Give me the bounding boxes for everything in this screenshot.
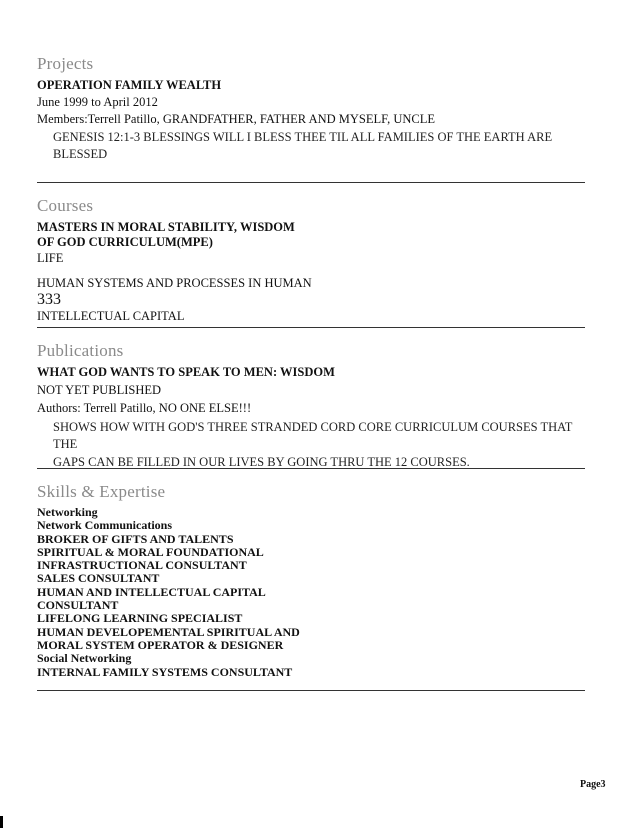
skills-list [37, 506, 585, 679]
project-description-line2: BLESSED [53, 147, 108, 161]
skill-item: INFRASTRUCTIONAL CONSULTANT [37, 558, 247, 573]
publications-heading: Publications [37, 341, 124, 360]
project-dates: June 1999 to April 2012 [37, 95, 158, 109]
projects-heading: Projects [37, 54, 94, 73]
publication-authors: Authors: Terrell Patillo, NO ONE ELSE!!! [37, 401, 252, 415]
skill-item: INTERNAL FAMILY SYSTEMS CONSULTANT [37, 664, 293, 679]
projects-section [37, 54, 585, 163]
skill-item: MORAL SYSTEM OPERATOR & DESIGNER [37, 637, 284, 652]
skill-item: CONSULTANT [37, 598, 119, 613]
publication-description-line2: GAPS CAN BE FILLED IN OUR LIVES BY GOING THRU THE 12 COURSES. [53, 455, 470, 469]
page-number: Page3 [580, 779, 606, 790]
course1-sub: LIFE [37, 251, 64, 265]
publication-description-line1: SHOWS HOW WITH GOD'S THREE STRANDED CORD CORE CURRICULUM COURSES THAT THE [53, 420, 573, 451]
course2-row [37, 276, 585, 309]
publications-section [37, 341, 585, 471]
project-title: OPERATION FAMILY WEALTH [37, 78, 222, 92]
course2-number: 333 [37, 291, 61, 308]
course2-title-line2: INTELLECTUAL CAPITAL [37, 309, 185, 323]
divider-courses [37, 327, 585, 328]
skill-item: HUMAN DEVELOPEMENTAL SPIRITUAL AND [37, 624, 300, 639]
divider-publications [37, 468, 585, 469]
skill-item: Network Communications [37, 518, 172, 533]
project-description-line1: GENESIS 12:1-3 BLESSINGS WILL I BLESS THEE TIL ALL FAMILIES OF THE EARTH ARE [53, 130, 553, 144]
skill-item: Networking [37, 505, 98, 519]
skill-item: HUMAN AND INTELLECTUAL CAPITAL [37, 584, 266, 599]
skills-section [37, 482, 585, 679]
skill-item: SPIRITUAL & MORAL FOUNDATIONAL [37, 544, 264, 559]
course1-title-line2: OF GOD CURRICULUM(MPE) [37, 235, 213, 249]
skill-item: LIFELONG LEARNING SPECIALIST [37, 611, 243, 626]
course1-title-line1: MASTERS IN MORAL STABILITY, WISDOM [37, 220, 295, 234]
scan-edge-mark [0, 816, 3, 828]
publication-status: NOT YET PUBLISHED [37, 383, 162, 397]
course2-title-line1: HUMAN SYSTEMS AND PROCESSES IN HUMAN [37, 276, 312, 290]
publication-title: WHAT GOD WANTS TO SPEAK TO MEN: WISDOM [37, 365, 335, 379]
project-members: Members:Terrell Patillo, GRANDFATHER, FATHER AND MYSELF, UNCLE [37, 112, 435, 126]
skill-item: Social Networking [37, 651, 132, 666]
courses-heading: Courses [37, 196, 94, 215]
courses-section [37, 196, 585, 324]
skills-heading: Skills & Expertise [37, 482, 166, 501]
divider-skills [37, 690, 585, 691]
skill-item: SALES CONSULTANT [37, 571, 160, 586]
divider-projects [37, 182, 585, 183]
skill-item: BROKER OF GIFTS AND TALENTS [37, 531, 234, 546]
